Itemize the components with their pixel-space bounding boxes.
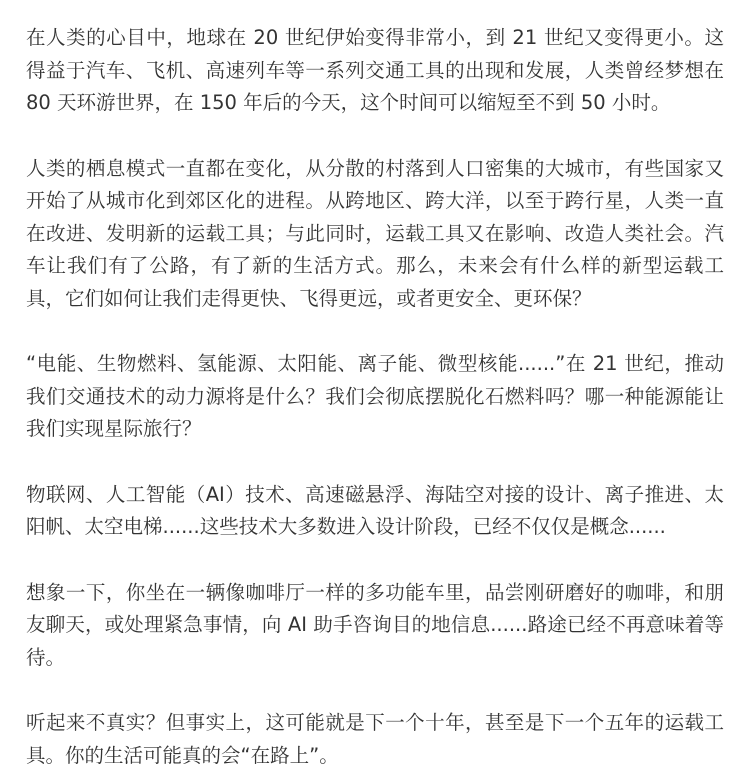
paragraph-3: “电能、生物燃料、氢能源、太阳能、离子能、微型核能......”在 21 世纪，推动我们交通技术的动力源将是什么？我们会彻底摆脱化石燃料吗？哪一种能源能让我们实现星际旅行？ (26, 352, 724, 440)
paragraph-5: 想象一下，你坐在一辆像咖啡厅一样的多功能车里，品尝刚研磨好的咖啡，和朋友聊天，或处理紧急事情，向 AI 助手咨询目的地信息......路途已经不再意味着等待。 (26, 580, 724, 669)
paragraph-2: 人类的栖息模式一直都在变化，从分散的村落到人口密集的大城市，有些国家又开始了从城市化到郊区化的进程。从跨地区、跨大洋，以至于跨行星，人类一直在改进、发明新的运载工具；与此同时，运载工具又在影响、改造人类社会。汽车让我们有了公路，有了新的生活方式。那么，未来会有什么样的新型运载工具，它们如何让我们走得更快、飞得更远，或者更安全、更环保？ (26, 156, 724, 310)
paragraph-6: 听起来不真实？但事实上，这可能就是下一个十年，甚至是下一个五年的运载工具。你的生活可能真的会“在路上”。 (26, 711, 724, 767)
paragraph-4: 物联网、人工智能（AI）技术、高速磁悬浮、海陆空对接的设计、离子推进、太阳帆、太空电梯......这些技术大多数进入设计阶段，已经不仅仅是概念...... (26, 482, 724, 538)
paragraph-1: 在人类的心目中，地球在 20 世纪伊始变得非常小，到 21 世纪又变得更小。这得益于汽车、飞机、高速列车等一系列交通工具的出现和发展，人类曾经梦想在 80 天环游世界，在 150 年后的今天，这个时间可以缩短至不到 50 小时。 (26, 26, 724, 114)
